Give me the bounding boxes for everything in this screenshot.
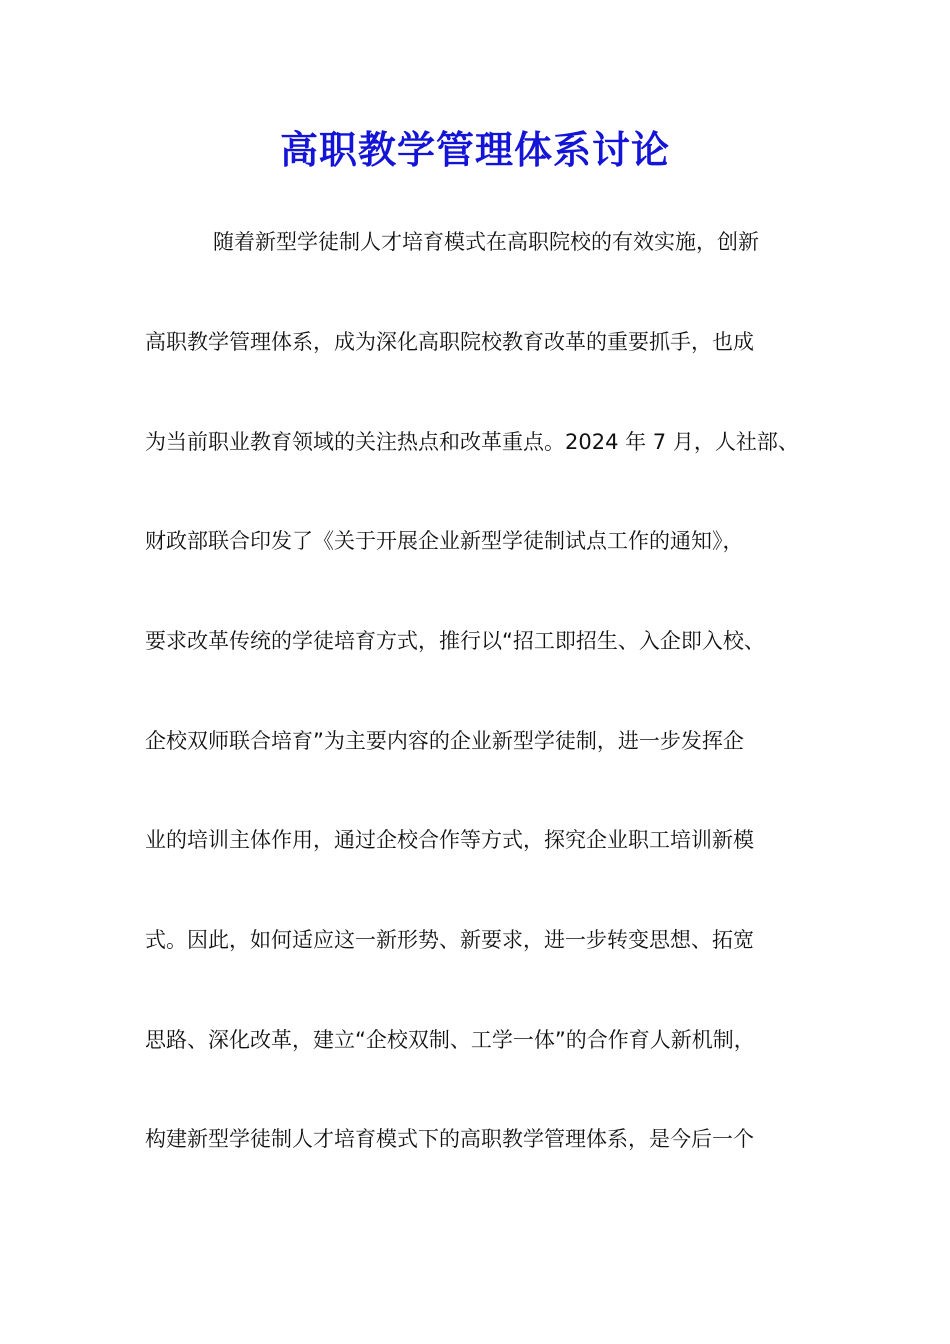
- paragraph-line: 高职教学管理体系，成为深化高职院校教育改革的重要抓手，也成: [145, 330, 754, 354]
- paragraph-line: 为当前职业教育领域的关注热点和改革重点。2024 年 7 月，人社部、: [145, 430, 799, 454]
- paragraph-line: 构建新型学徒制人才培育模式下的高职教学管理体系，是今后一个: [145, 1127, 754, 1151]
- paragraph-line: 要求改革传统的学徒培育方式，推行以“招工即招生、入企即入校、: [145, 629, 765, 653]
- paragraph-line: 业的培训主体作用，通过企校合作等方式，探究企业职工培训新模: [145, 828, 754, 852]
- paragraph-line: 式。因此，如何适应这一新形势、新要求，进一步转变思想、拓宽: [145, 928, 754, 952]
- document-title: 高职教学管理体系讨论: [279, 127, 670, 172]
- paragraph-line: 财政部联合印发了《关于开展企业新型学徒制试点工作的通知》，: [145, 529, 744, 553]
- paragraph-line: 随着新型学徒制人才培育模式在高职院校的有效实施，创新: [213, 230, 759, 254]
- paragraph-line: 企校双师联合培育”为主要内容的企业新型学徒制，进一步发挥企: [145, 729, 744, 753]
- paragraph-line: 思路、深化改革，建立“企校双制、工学一体”的合作育人新机制，: [145, 1028, 755, 1052]
